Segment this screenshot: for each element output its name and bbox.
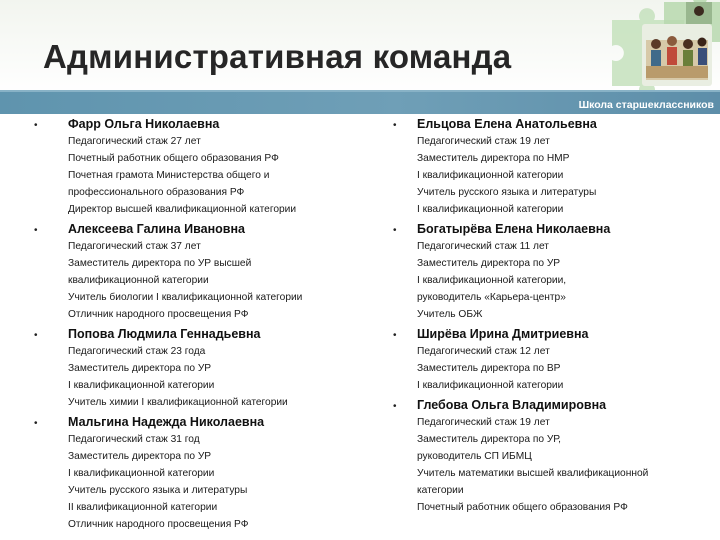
staff-name: Богатырёва Елена Николаевна (417, 222, 611, 236)
staff-detail: Отличник народного просвещения РФ (68, 309, 249, 320)
bullet-icon: • (34, 225, 38, 236)
bullet-icon: • (393, 330, 397, 341)
staff-detail: руководитель «Карьера-центр» (417, 292, 566, 303)
bullet-icon: • (34, 120, 38, 131)
staff-name: Ельцова Елена Анатольевна (417, 117, 597, 131)
staff-detail: Заместитель директора по УР (68, 363, 212, 374)
staff-detail: Заместитель директора по УР (68, 451, 212, 462)
staff-detail: Учитель русского языка и литературы (68, 485, 248, 496)
staff-detail: Педагогический стаж 19 лет (417, 136, 550, 147)
staff-detail: Учитель биологии I квалификационной категории (68, 292, 303, 303)
staff-detail: Учитель русского языка и литературы (417, 187, 597, 198)
staff-name: Фарр Ольга Николаевна (68, 117, 220, 131)
staff-entry (0, 326, 360, 411)
staff-name: Глебова Ольга Владимировна (417, 398, 607, 412)
staff-detail: Педагогический стаж 11 лет (417, 241, 549, 252)
staff-detail: Заместитель директора по УР, (417, 434, 561, 445)
staff-entry (360, 116, 720, 218)
staff-detail: квалификационной категории (68, 275, 209, 286)
staff-name: Мальгина Надежда Николаевна (68, 415, 265, 429)
staff-detail: Заместитель директора по НМР (417, 153, 570, 164)
staff-name: Попова Людмила Геннадьевна (68, 327, 261, 341)
right-staff-column (360, 112, 720, 516)
left-staff-column (0, 112, 360, 533)
bullet-icon: • (393, 120, 397, 131)
page-title: Административная команда (43, 38, 512, 75)
bullet-icon: • (393, 401, 397, 412)
staff-detail: Заместитель директора по УР (417, 258, 561, 269)
staff-detail: профессионального образования РФ (68, 187, 245, 198)
staff-detail: Педагогический стаж 31 год (68, 434, 200, 445)
staff-entry (360, 326, 720, 394)
staff-detail: I квалификационной категории (417, 204, 564, 215)
staff-detail: Педагогический стаж 12 лет (417, 346, 550, 357)
staff-detail: Учитель ОБЖ (417, 309, 483, 320)
staff-detail: руководитель СП ИБМЦ (417, 451, 532, 462)
header-band (0, 90, 720, 114)
staff-detail: I квалификационной категории (68, 380, 215, 391)
staff-detail: I квалификационной категории (417, 380, 564, 391)
staff-entry (360, 221, 720, 323)
staff-detail: Заместитель директора по УР высшей (68, 258, 252, 269)
bullet-icon: • (34, 418, 38, 429)
staff-entry (0, 221, 360, 323)
bullet-icon: • (34, 330, 38, 341)
staff-detail: категории (417, 485, 464, 496)
staff-detail: II квалификационной категории (68, 502, 218, 513)
staff-detail: I квалификационной категории (68, 468, 215, 479)
staff-detail: Педагогический стаж 23 года (68, 346, 206, 357)
bullet-icon: • (393, 225, 397, 236)
staff-detail: Почетная грамота Министерства общего и (68, 170, 270, 181)
staff-entry (0, 116, 360, 218)
staff-detail: I квалификационной категории, (417, 275, 567, 286)
staff-entry (360, 397, 720, 516)
staff-detail: Отличник народного просвещения РФ (68, 519, 249, 530)
staff-detail: Педагогический стаж 37 лет (68, 241, 201, 252)
staff-name: Ширёва Ирина Дмитриевна (417, 327, 589, 341)
staff-detail: Почетный работник общего образования РФ (417, 502, 628, 513)
staff-detail: I квалификационной категории (417, 170, 564, 181)
staff-detail: Директор высшей квалификационной категории (68, 204, 297, 215)
staff-detail: Почетный работник общего образования РФ (68, 153, 279, 164)
staff-detail: Учитель химии I квалификационной категории (68, 397, 288, 408)
staff-name: Алексеева Галина Ивановна (68, 222, 245, 236)
staff-entry (0, 414, 360, 533)
school-label: Школа старшеклассников (578, 99, 714, 111)
staff-detail: Педагогический стаж 19 лет (417, 417, 550, 428)
staff-detail: Педагогический стаж 27 лет (68, 136, 201, 147)
staff-detail: Заместитель директора по ВР (417, 363, 561, 374)
staff-detail: Учитель математики высшей квалификационной (417, 468, 649, 479)
